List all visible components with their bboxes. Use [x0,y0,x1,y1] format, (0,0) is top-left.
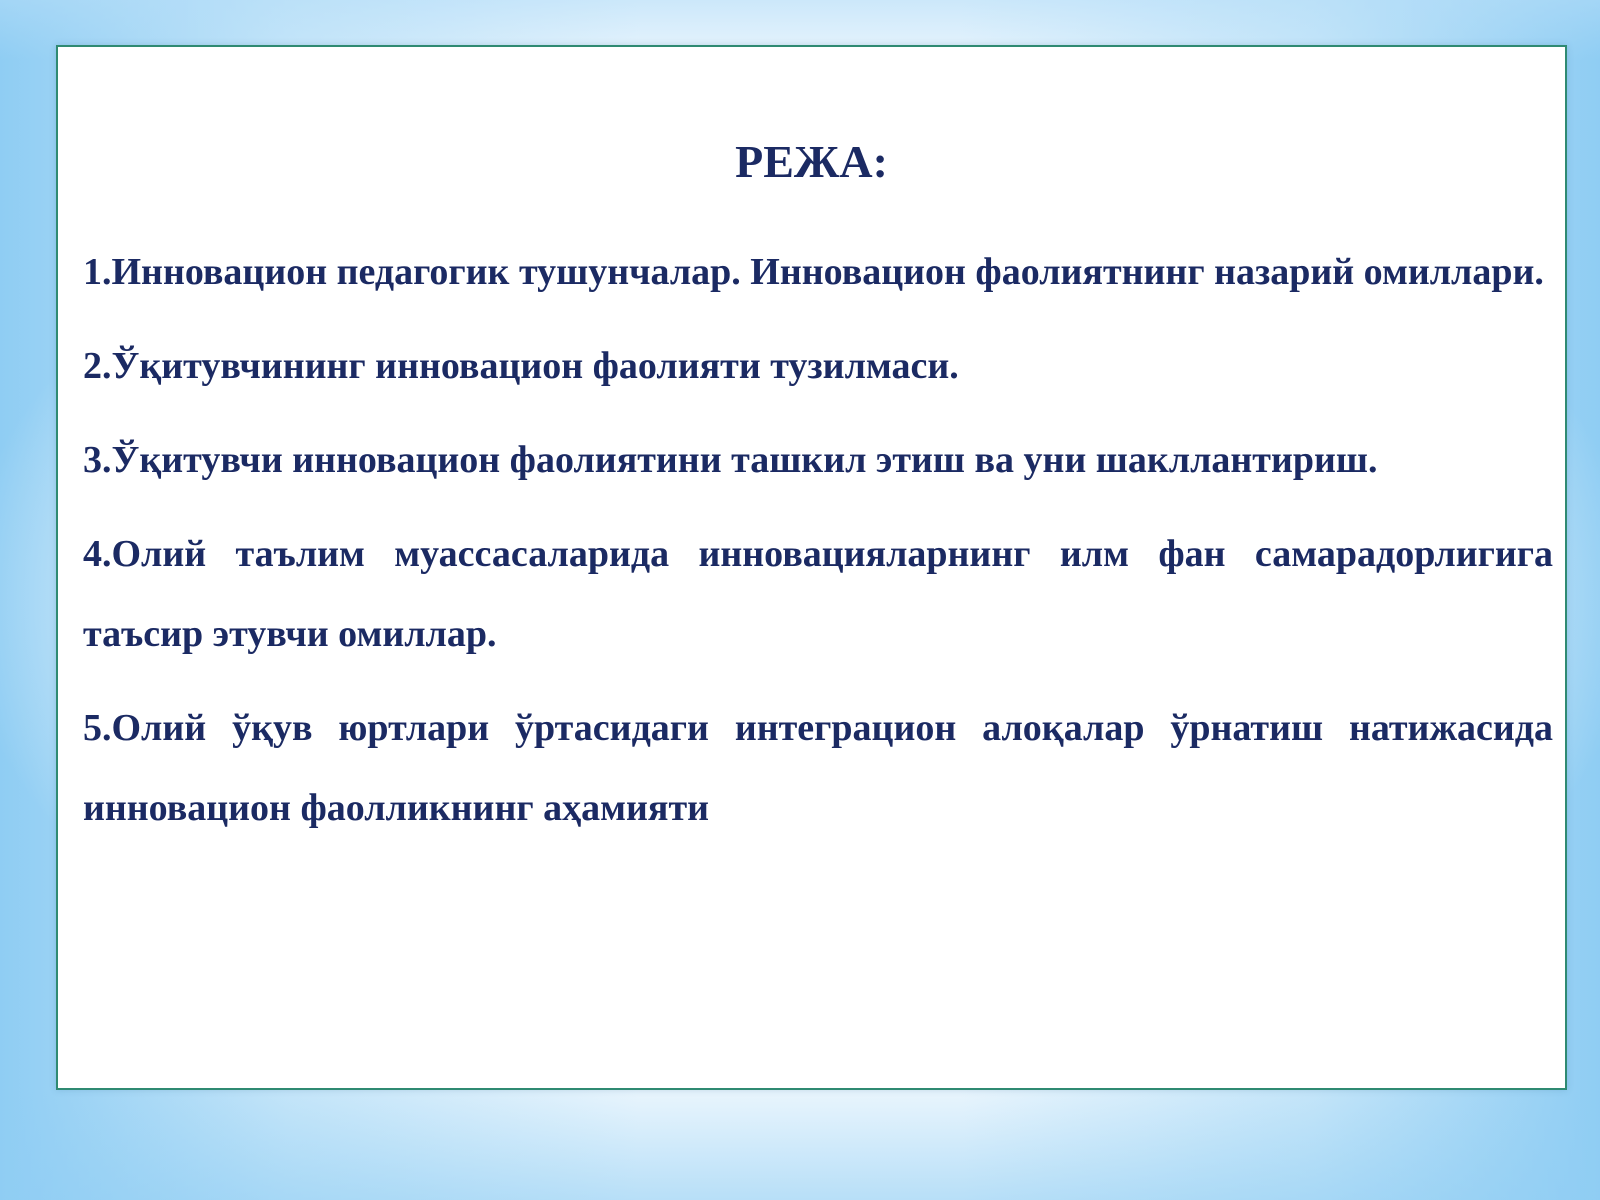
background-bottom-fade [0,1090,1600,1200]
slide-title: РЕЖА: [735,136,888,187]
slide-panel [56,45,1567,1090]
plan-item-1: 1.Инновацион педагогик тушунчалар. Инновацион фаолиятнинг назарий омиллари. [83,251,1544,293]
plan-item-5: 5.Олий ўқув юртлари ўртасидаги интеграцион алоқалар ўрнатиш натижасида инновацион фаолликнинг аҳамияти [83,707,1553,829]
plan-item-2: 2.Ўқитувчининг инновацион фаолияти тузилмаси. [83,345,959,387]
plan-list [83,232,1553,862]
plan-item-3: 3.Ўқитувчи инновацион фаолиятини ташкил этиш ва уни шакллантириш. [83,439,1378,481]
plan-item-4: 4.Олий таълим муассасаларида инновацияларнинг илм фан самарадорлигига таъсир этувчи омиллар. [83,533,1553,655]
